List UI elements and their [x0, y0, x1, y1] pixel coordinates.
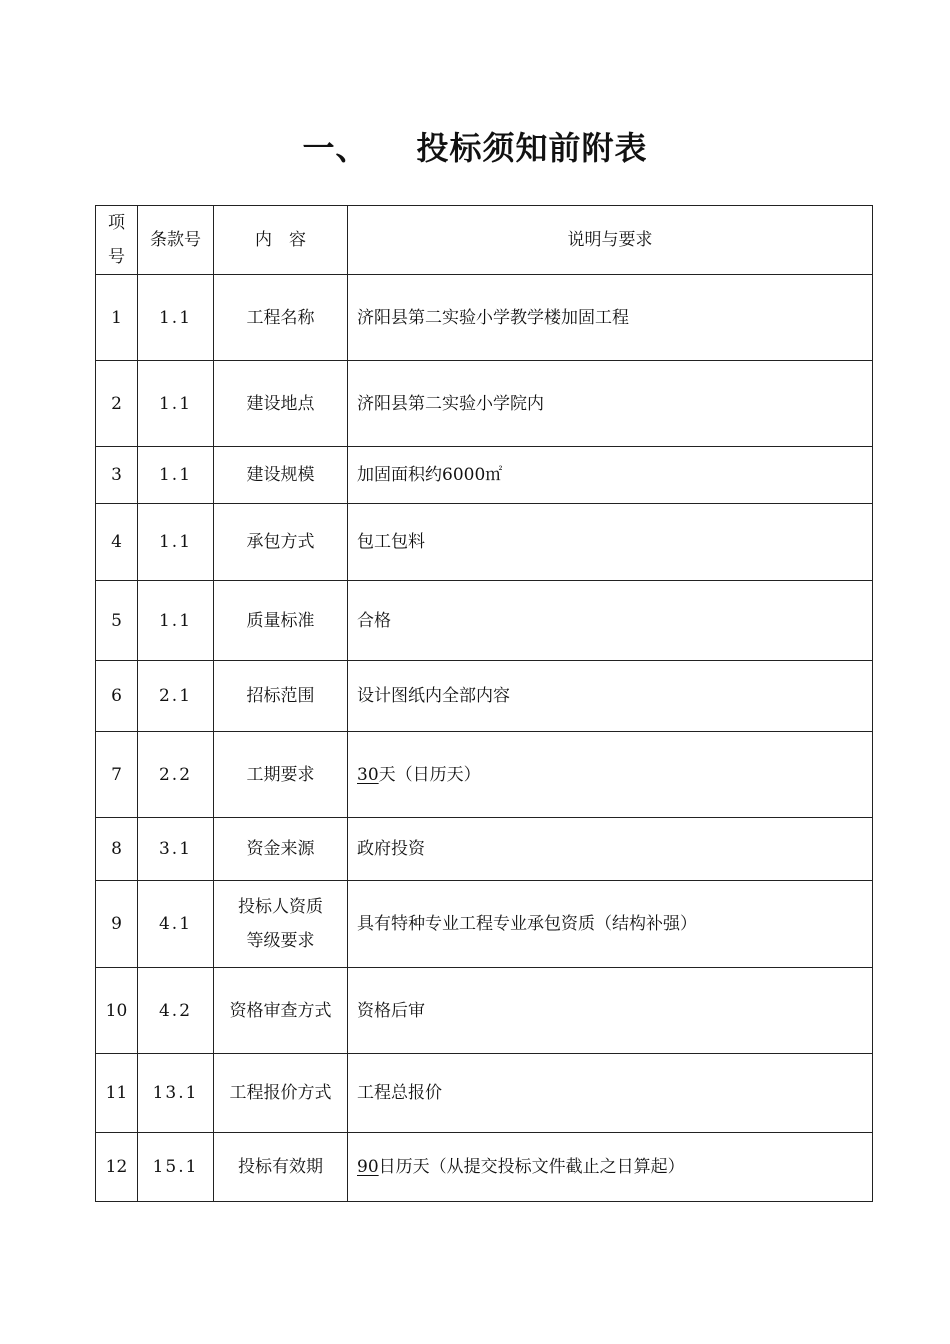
row-index: 6 [96, 661, 138, 732]
table-row [96, 504, 873, 581]
table-row [96, 361, 873, 447]
row-requirement: 资格后审 [348, 968, 873, 1054]
row-clause: 1.1 [138, 447, 214, 504]
validity-unit: 日历天（从提交投标文件截止之日算起） [378, 1157, 685, 1177]
row-clause: 13.1 [138, 1054, 214, 1133]
row-content: 招标范围 [214, 661, 348, 732]
row-content-line2: 等级要求 [246, 931, 315, 951]
row-content: 建设地点 [214, 361, 348, 447]
row-index: 8 [96, 818, 138, 881]
row-requirement: 设计图纸内全部内容 [348, 661, 873, 732]
page-title [0, 122, 950, 174]
row-requirement: 具有特种专业工程专业承包资质（结构补强） [348, 881, 873, 968]
row-index: 12 [96, 1133, 138, 1202]
row-content: 工程名称 [214, 275, 348, 361]
row-content: 资金来源 [214, 818, 348, 881]
table-row [96, 732, 873, 818]
validity-value: 90 [357, 1157, 379, 1177]
row-requirement: 工程总报价 [348, 1054, 873, 1133]
row-clause: 2.1 [138, 661, 214, 732]
row-clause: 3.1 [138, 818, 214, 881]
title-number: 一、 [302, 129, 369, 167]
row-index: 5 [96, 581, 138, 661]
table-row [96, 818, 873, 881]
title-text: 投标须知前附表 [416, 129, 648, 167]
duration-value: 30 [357, 764, 379, 785]
row-requirement: 政府投资 [348, 818, 873, 881]
row-content: 质量标准 [214, 581, 348, 661]
row-content-line1: 投标人资质 [238, 897, 323, 917]
row-index: 9 [96, 881, 138, 968]
row-content: 承包方式 [214, 504, 348, 581]
row-clause: 15.1 [138, 1133, 214, 1202]
row-clause: 1.1 [138, 275, 214, 361]
table-row [96, 661, 873, 732]
row-content: 资格审查方式 [214, 968, 348, 1054]
table-header-row [96, 206, 873, 275]
row-requirement [348, 1133, 873, 1202]
row-index: 2 [96, 361, 138, 447]
row-content: 工期要求 [214, 732, 348, 818]
row-content: 工程报价方式 [214, 1054, 348, 1133]
row-index: 3 [96, 447, 138, 504]
row-content [214, 881, 348, 968]
table-row [96, 968, 873, 1054]
row-clause: 1.1 [138, 361, 214, 447]
row-index: 4 [96, 504, 138, 581]
row-clause: 4.1 [138, 881, 214, 968]
table-row [96, 447, 873, 504]
table-row [96, 1133, 873, 1202]
header-clause: 条款号 [138, 206, 214, 275]
table-row [96, 275, 873, 361]
row-requirement [348, 732, 873, 818]
row-content: 投标有效期 [214, 1133, 348, 1202]
row-clause: 4.2 [138, 968, 214, 1054]
bidding-instructions-table [95, 205, 873, 1202]
row-index: 11 [96, 1054, 138, 1133]
row-index: 7 [96, 732, 138, 818]
table-row [96, 1054, 873, 1133]
row-requirement: 包工包料 [348, 504, 873, 581]
row-requirement: 加固面积约6000㎡ [348, 447, 873, 504]
row-requirement: 济阳县第二实验小学教学楼加固工程 [348, 275, 873, 361]
row-index: 1 [96, 275, 138, 361]
row-content: 建设规模 [214, 447, 348, 504]
row-clause: 2.2 [138, 732, 214, 818]
duration-unit: 天（日历天） [378, 764, 481, 785]
row-clause: 1.1 [138, 581, 214, 661]
row-requirement: 济阳县第二实验小学院内 [348, 361, 873, 447]
table-row [96, 881, 873, 968]
header-requirement: 说明与要求 [348, 206, 873, 275]
row-index: 10 [96, 968, 138, 1054]
row-requirement: 合格 [348, 581, 873, 661]
table-row [96, 581, 873, 661]
header-index: 项 号 [96, 206, 138, 275]
row-clause: 1.1 [138, 504, 214, 581]
header-content: 内 容 [214, 206, 348, 275]
